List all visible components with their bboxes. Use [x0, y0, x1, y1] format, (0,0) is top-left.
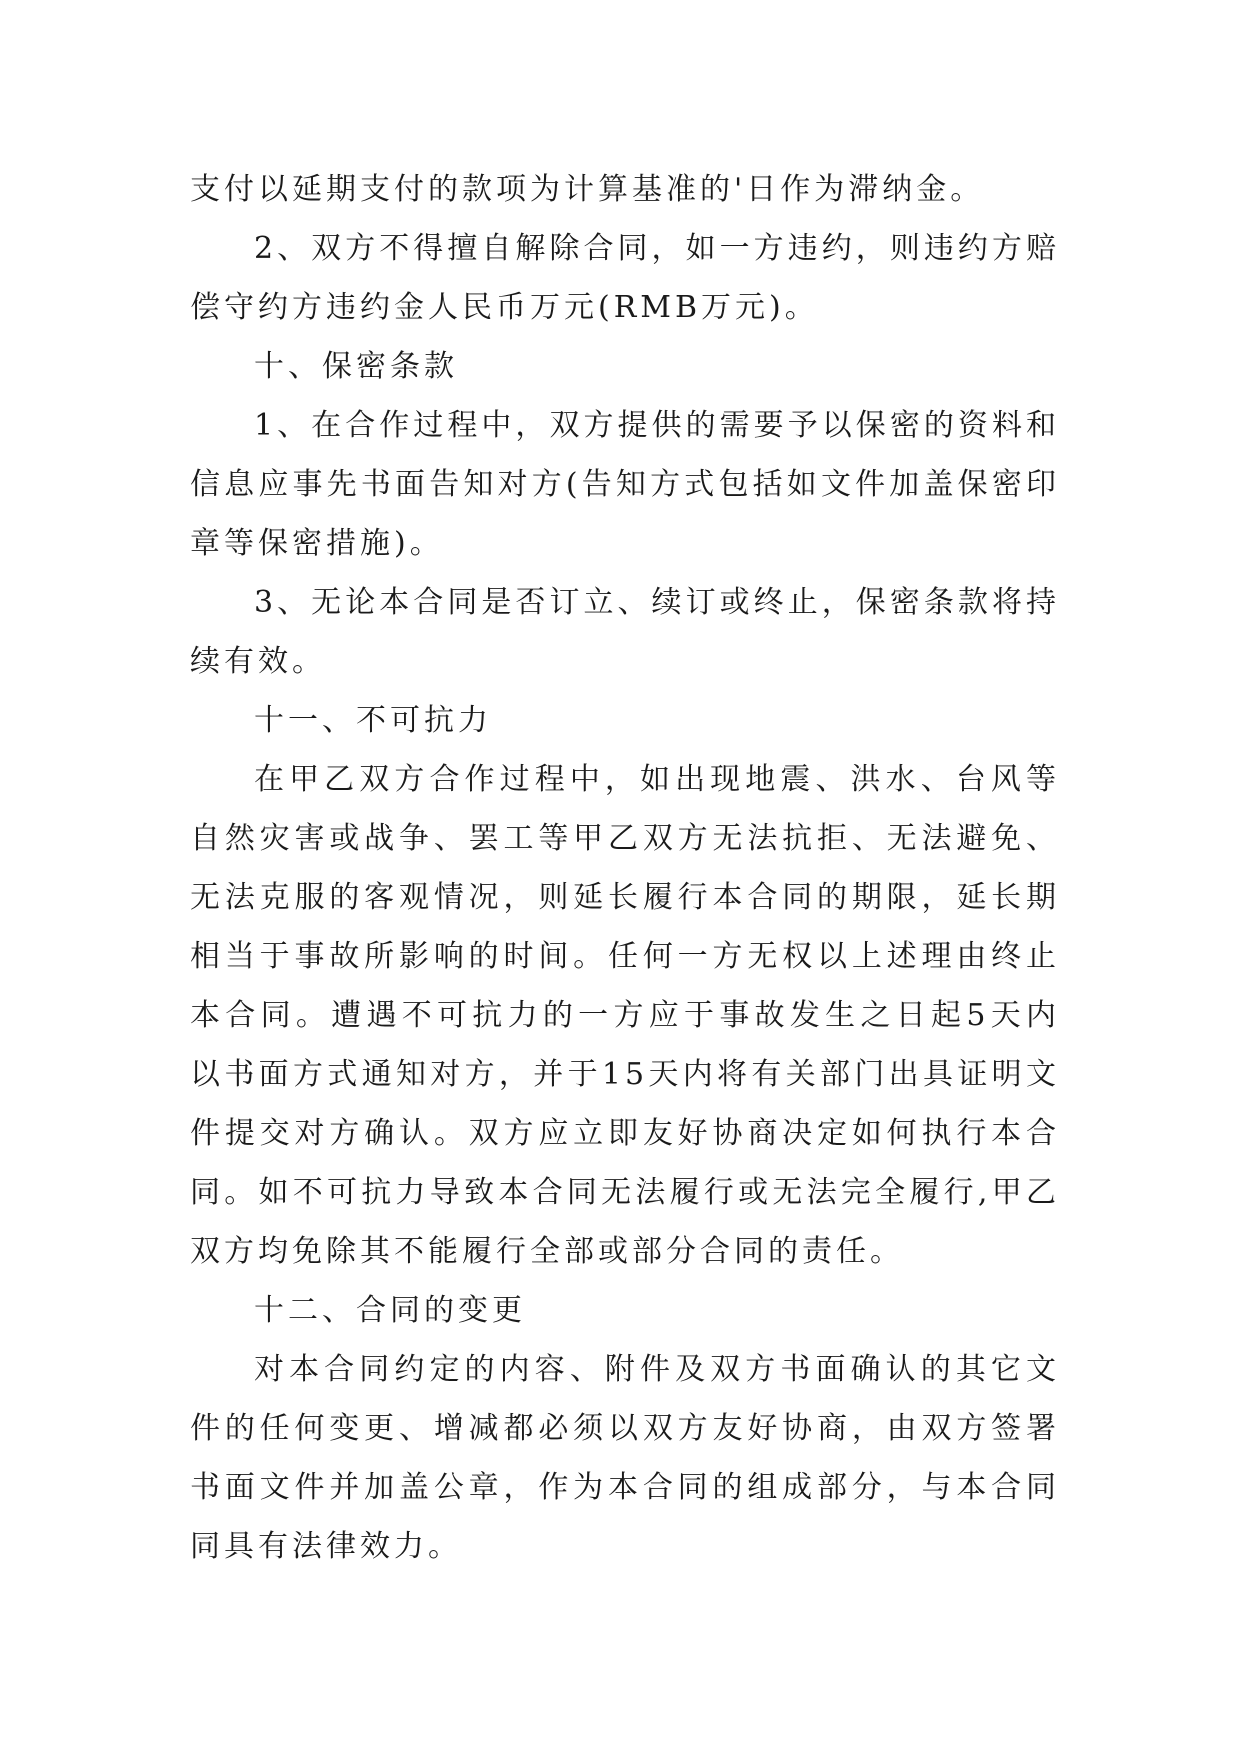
- paragraph-termination-penalty: 2、双方不得擅自解除合同，如一方违约，则违约方赔偿守约方违约金人民币万元(RMB万元)。: [190, 231, 1060, 325]
- section-heading-force-majeure: 十一、不可抗力: [254, 703, 492, 738]
- paragraph-force-majeure: 在甲乙双方合作过程中，如出现地震、洪水、台风等自然灾害或战争、罢工等甲乙双方无法抗拒、无法避免、无法克服的客观情况，则延长履行本合同的期限，延长期相当于事故所影响的时间。任何一方无权以上述理由终止本合同。遭遇不可抗力的一方应于事故发生之日起5天内以书面方式通知对方，并于15天内将有关部门出具证明文件提交对方确认。双方应立即友好协商决定如何执行本合同。如不可抗力导致本合同无法履行或无法完全履行,甲乙双方均免除其不能履行全部或部分合同的责任。: [190, 762, 1060, 1269]
- paragraph-contract-changes: 对本合同约定的内容、附件及双方书面确认的其它文件的任何变更、增减都必须以双方友好协商，由双方签署书面文件并加盖公章，作为本合同的组成部分，与本合同同具有法律效力。: [190, 1352, 1060, 1564]
- document-body: [190, 160, 1060, 1576]
- paragraph-confidentiality-1: 1、在合作过程中，双方提供的需要予以保密的资料和信息应事先书面告知对方(告知方式包括如文件加盖保密印章等保密措施)。: [190, 408, 1060, 561]
- paragraph-confidentiality-3: 3、无论本合同是否订立、续订或终止，保密条款将持续有效。: [190, 585, 1060, 679]
- paragraph-late-fee-continuation: 支付以延期支付的款项为计算基准的'日作为滞纳金。: [190, 172, 985, 207]
- section-heading-confidentiality: 十、保密条款: [254, 349, 458, 384]
- section-heading-contract-changes: 十二、合同的变更: [254, 1293, 526, 1328]
